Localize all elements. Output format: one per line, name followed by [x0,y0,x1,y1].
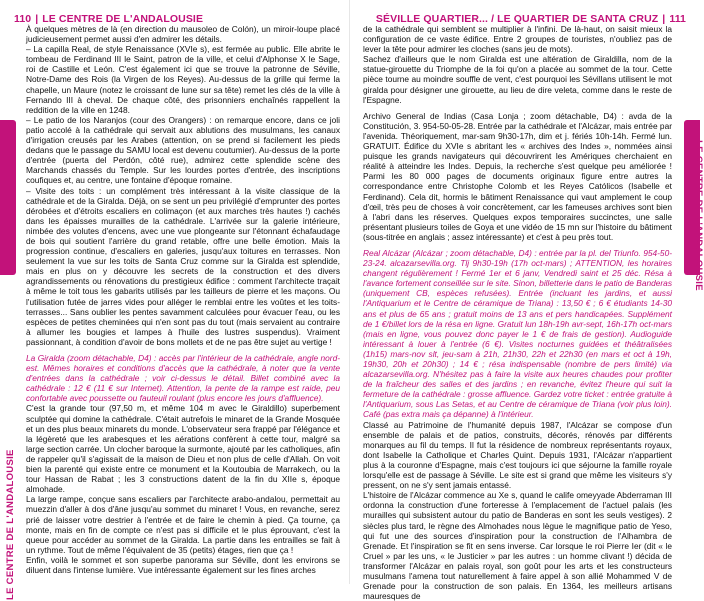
paragraph: La large rampe, conçue sans escaliers par l'architecte arabo-andalou, permettait au muezzin d'aller à dos d'âne jusqu'au sommet du minaret ! Vous, en revanche, serez prié de laisser votre destrier à l'entrée et de faire le chemin à pied. Ça tourne, ça monte, mais en fin de compte ce n'est pas si difficile et le plus éprouvant, c'est la queue pour accéder au sommet de la Giralda. La partie dans les entrailles se fait à un rythme. Tout de même l'équivalent de 35 (petits) étages, rien que ça ! [26,494,340,555]
left-running-head: 110 | LE CENTRE DE L'ANDALOUSIE [14,13,204,25]
right-side-tab-label: LE CENTRE DE L'ANDALOUSIE [693,140,704,291]
paragraph: Sachez d'ailleurs que le nom Giralda est une altération de Giraldilla, nom de la statue-girouette du Triomphe de la foi qu'on a placée au sommet de la tour. Cette pièce tourne au moindre souffle de vent, c'est pourquoi les Sévillans utilisent le mot giralda pour désigner une girouette, au lieu de dire veleta, comme dans le reste de l'Espagne. [363,54,672,105]
paragraph-visite-toits: – Visite des toits : un complément très intéressant à la visite classique de la cathédrale et de la Giralda. Déjà, on se sent un peu privilégié d'emprunter des portes dérobées et d'étroits escaliers en colimaçon (et aux marches très hautes !) cachés dans les épaisses murailles de la cathédrale. L'arrivée sur la galerie intérieure, nimbée des volutes d'encens, avec une vue plongeante sur l'étonnant échafaudage de bois qui soutient l'arrière du grand retable, offre une belle émotion. Mais la progression continue, d'escaliers en galeries, jusqu'aux toitures en terrasses. Non seulement la vue sur les toits de Santa Cruz comme sur la Giralda est splendide, mais en plus on y découvre les secrets de la construction et des divers agrandissements ou rénovations du prestigieux édifice : comment l'architecte traçait à même le toit tous les gabarits utilisés par les tailleurs de pierre et les maçons. Ou l'utilisation futée de jarres vides pour alléger le remblai entre les voûtes et les toits-terrasses... Sans oublier les pentes savamment calculées pour évacuer l'eau, ou les espèces de petites cheminées qui n'en sont pas du tout (mais servaient au contraire à allumer les bougies et lampes à l'huile des lustres suspendus). Vraiment passionnant, à condition d'avoir de bons mollets et de ne pas être sujet au vertige ! [26,185,340,347]
paragraph: Enfin, voilà le sommet et son superbe panorama sur Séville, dont les environs se diluent dans l'intense lumière. Vue intéressante également sur les fines arches [26,554,340,575]
left-chapter-title: LE CENTRE DE L'ANDALOUSIE [42,13,204,25]
right-running-head: SÉVILLE QUARTIER... / LE QUARTIER DE SANTA CRUZ | 111 [375,13,686,25]
left-text-column [26,24,340,584]
paragraph: de la cathédrale qui semblent se multiplier à l'infini. De là-haut, on saisit mieux la configuration de ce vaste édifice. Entre 2 groupes de touristes, n'oubliez pas de lever la tête pour admirer les cloches (sans jeu de mots). [363,24,672,55]
paragraph-real-alcazar-info: Real Alcázar (Alcázar ; zoom détachable, D4) : entrée par la pl. del Triunfo. 954-50-23-24. alcazarsevilla.org. Tlj 9h30-19h (17h oct-mars) ; ATTENTION, les horaires changent régulièrement ! Fermé 1er et 6 janv, Vendredi saint et 25 déc. Résa à l'avance fortement conseillée sur le site. Sinon, billetterie dans le patio de Banderas (uniquement CB, espèces refusées). Entrée (incluant les jardins, et aussi l'Antiquarium et le Centre de céramique de Triana) : 13,50 € ; 6 € étudiants 14-30 ans et plus de 65 ans ; gratuit moins de 13 ans et pers handicapées. Supplément de 1 €/billet lors de la résa en ligne. Gratuit lun 18h-19h avr-sept, 16h-17h oct-mars (mais en ligne, vous pouvez donc payer le 1 € de frais de gestion). Audioguide intéressant à louer à l'entrée (6 €). Visites nocturnes guidées et théâtralisées (1h15) mars-nov slt, jeu-sam à 21h, 21h30, 22h et 22h30 (en mars et oct à 19h, 19h30, 20h et 20h30) ; 14 € ; résa indispensable (nombre de pers limité) via alcazarsevilla.org. N'hésitez pas à faire la visite aux heures chaudes pour profiter de la fraîcheur des salles et des jardins ; en revanche, évitez l'heure qui suit la fermeture de la cathédrale : grosse affluence. Gardez votre ticket : entrée gratuite à l'Antiquarium, sous Las Setas, et au Centre de céramique de Triana (voir plus loin). Café (pas extra mais ça dépanne) à l'intérieur. [363,247,672,420]
left-page [0,0,350,600]
right-page-number: 111 [669,13,686,25]
paragraph-capilla-real: – La capilla Real, de style Renaissance (XVIe s), est fermée au public. Elle abrite le tombeau de Ferdinand III le Saint, patron de la ville, et celui d'Alphonse X le Sage, roi de Castille et León. C'est également ici que se trouve la patronne de Séville, Notre-Dame des Rois (la Virgen de los Reyes). Au-dessus de la grille qui ferme la chapelle, un Maure (notez le croissant de lune sur sa tête) remet les clés de la ville à Fernando III à cheval. De chaque côté, des prisonniers enchaînés rappellent la reddition de la ville en 1248. [26,44,340,115]
left-side-tab [0,120,16,275]
right-page [350,0,704,601]
paragraph-archivo-indias: Archivo General de Indias (Casa Lonja ; zoom détachable, D4) : avda de la Constitución, 3. 954-50-05-28. Entrée par la cathédrale et l'Alcázar, mais entrée par l'avenida. Théoriquement, mar-sam 9h30-17h, dim et j. fériés 10h-14h. Fermé lun. GRATUIT. Édifice du XVIe s abritant les « archives des Indes », nommées ainsi puisque les grands navigateurs qui découvrirent les Amériques cherchaient en réalité à atteindre les Indes. Depuis, la recherche s'est quelque peu améliorée ! Parmi les 80 000 pages de documents originaux figure entre autres la correspondance entre Christophe Colomb et les Reyes Católicos (Isabelle et Ferdinand). Cela dit, hormis le bâtiment Renaissance qui vaut amplement le coup d'œil, très peu de choses à voir concrètement, car les fameuses archives sont bien à l'abri dans les réserves. Quelques expos temporaires succinctes, une salle présentant plusieurs toiles de Goya et une vidéo de 15 mn sur l'histoire du bâtiment (sous-titrée en anglais ; assez intéressante) et c'est à peu près tout. [363,110,672,242]
paragraph: À quelques mètres de là (en direction du mausoleo de Colón), un miroir-loupe placé judicieusement permet aussi d'en admirer les détails. [26,24,340,45]
left-page-number: 110 [14,13,32,25]
paragraph: L'histoire de l'Alcázar commence au Xe s, quand le calife omeyyade Abderraman III ordonna la construction d'une forteresse à l'emplacement de l'actuel palais (les murailles qui subsistent autour du patio de Banderas en sont les seuls vestiges). 2 siècles plus tard, le règne des Almohades nous lègue le magnifique patio de Yeso, qui fut une des sources d'inspiration pour la construction de l'Alhambra de Grenade. Et l'inspiration se fit en sens inverse. Car lorsque le roi Pierre Ier (dit « le Cruel » par les uns, « le Justicier » par les autres : un homme clivant !) décida de transformer l'Alcázar en palais royal, son goût pour les arts et les constructeurs musulmans l'amena tout naturellement à faire appel à son allié Mohammed V de Grenade pour la construction de son palais. En 1364, les meilleurs artisans mauresques de [363,490,672,601]
paragraph-giralda-info: La Giralda (zoom détachable, D4) : accès par l'intérieur de la cathédrale, angle nord-est. Mêmes horaires et conditions d'accès que la cathédrale, à noter que la vente d'entrées dans la cathédrale ; voir ci-dessus le détail. Billet combiné avec la cathédrale : 12 € (11 € sur Internet). Attention, la pente de la rampe est raide, peu confortable avec poussette ou fauteuil roulant (plus encore les jours d'affluence). [26,353,340,404]
paragraph-patio-naranjos: – Le patio de los Naranjos (cour des Orangers) : on remarque encore, dans ce joli patio accolé à la cathédrale qui servait aux ablutions des musulmans, les canaux d'irrigation creusés par les Arabes (attention, on se prend si facilement les pieds dedans que le passage du SAMU local est devenu coutumier). Au-dessus de la porte d'entrée (puerta del Perdón, côté rue), admirez cette splendide scène des Marchands chassés du Temple. Sur les lourdes portes d'entrée, des inscriptions coufiques et, au centre, une fontaine d'époque romaine. [26,114,341,186]
paragraph: Classé au Patrimoine de l'humanité depuis 1987, l'Alcázar se compose d'un ensemble de palais et de patios, construits, décorés, rénovés par différents monarques au fil du temps. Il fut la résidence de nombreux représentants royaux, dont Isabelle la Catholique et Charles Quint. Depuis 1931, l'Alcázar n'appartient plus à la couronne d'Espagne, mais c'est toujours ici que séjourne la famille royale lorsqu'elle est de passage à Séville. Le site est si grand que même les visiteurs s'y pressent, on ne s'y sent jamais entassé. [363,419,672,491]
right-chapter-title: SÉVILLE QUARTIER... / LE QUARTIER DE SANTA CRUZ [375,13,659,25]
right-text-column [363,24,672,601]
left-side-tab-label: LE CENTRE DE L'ANDALOUSIE [5,449,16,600]
paragraph: C'est la grande tour (97,50 m, et même 104 m avec le Giraldillo) superbement sculptée qui domine la cathédrale. C'était autrefois le minaret de la Grande Mosquée et un des plus beaux minarets du monde. L'observateur sera frappé par l'élégance et la légèreté que les arabesques et les aérations confèrent à cette tour, malgré sa large section carrée. Un clocher baroque la surmonte, ajouté par les catholiques, afin de rappeler qu'il s'agissait de la maison de Dieu et non plus de celle d'Allah. On voit bien la parenté qui existe entre ce monument et la Koutoubia de Marrakech, ou la tour Hassan de Rabat ; les 3 constructions datent de la fin du XIIe s, époque almohade. [26,403,340,495]
